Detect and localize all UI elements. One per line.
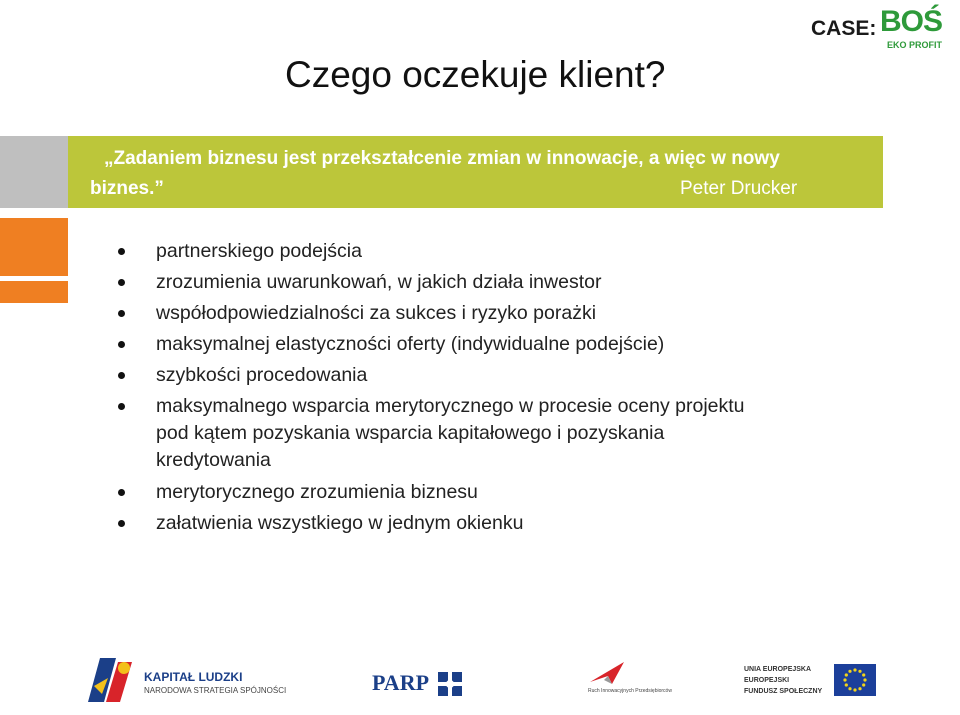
parp-text: PARP [372,670,430,695]
bullet-dot-icon [118,341,125,348]
side-bar-orange-1 [0,218,68,276]
list-item-text-line3: kredytowania [156,449,271,471]
list-item-text: załatwienia wszystkiego w jednym okienku [156,512,524,534]
bullet-dot-icon [118,279,125,286]
list-item [118,236,858,266]
list-item-text: współodpowiedzialności za sukces i ryzyko porażki [156,302,597,324]
kapital-ludzki-subtitle: NARODOWA STRATEGIA SPÓJNOŚCI [144,686,287,695]
eu-stars-icon [834,664,876,696]
quote-box [68,136,883,208]
list-item-text-line1: maksymalnego wsparcia merytorycznego w procesie oceny projektu [156,395,745,417]
eu-line2: EUROPEJSKI [744,677,790,684]
list-item [118,267,858,297]
eu-line1: UNIA EUROPEJSKA [744,666,812,673]
innovative-entrepreneurs-text: Ruch Innowacyjnych Przedsiębiorców [588,688,672,694]
innovative-entrepreneurs-logo [588,658,672,706]
list-item [118,298,858,328]
kapital-ludzki-emblem-icon [86,656,138,706]
side-bar-grey-top [0,136,68,208]
list-item-text: zrozumienia uwarunkowań, w jakich działa inwestor [156,271,602,293]
bullet-dot-icon [118,489,125,496]
bos-eko-profit-logo [880,6,954,56]
bullet-dot-icon [118,520,125,527]
list-item-text: partnerskiego podejścia [156,240,362,262]
list-item [118,391,858,476]
footer-logos [0,650,960,715]
list-item [118,329,858,359]
list-item-text: merytorycznego zrozumienia biznesu [156,481,478,503]
parp-logo [372,668,472,700]
logo-subtext: EKO PROFIT [887,40,943,50]
eu-line3: FUNDUSZ SPOŁECZNY [744,688,823,695]
case-label: CASE: [811,17,877,40]
quote-text-line2: biznes.” [90,178,164,199]
kapital-ludzki-title: KAPITAŁ LUDZKI [144,670,243,684]
arrow-emblem-icon [588,658,632,688]
eu-flag-icon [834,664,876,696]
expectations-list [118,236,858,539]
list-item [118,360,858,390]
side-bar-orange-2 [0,281,68,303]
bullet-dot-icon [118,403,125,410]
list-item-text: szybkości procedowania [156,364,368,386]
kapital-ludzki-logo [86,656,287,706]
logo-text: BOŚ [880,5,943,38]
slide-title: Czego oczekuje klient? [285,54,666,95]
quote-text-line1: „Zadaniem biznesu jest przekształcenie zmian w innowacje, a więc w nowy [104,148,780,169]
list-item [118,508,858,538]
list-item-text-line2: pod kątem pozyskania wsparcia kapitałowego i pozyskania [156,422,665,444]
list-item-text: maksymalnej elastyczności oferty (indywidualne podejście) [156,333,665,355]
quote-author: Peter Drucker [680,178,798,199]
eu-esf-logo [738,662,878,704]
bullet-dot-icon [118,310,125,317]
list-item [118,477,858,507]
bullet-dot-icon [118,248,125,255]
parp-emblem-icon [434,668,466,700]
bullet-dot-icon [118,372,125,379]
